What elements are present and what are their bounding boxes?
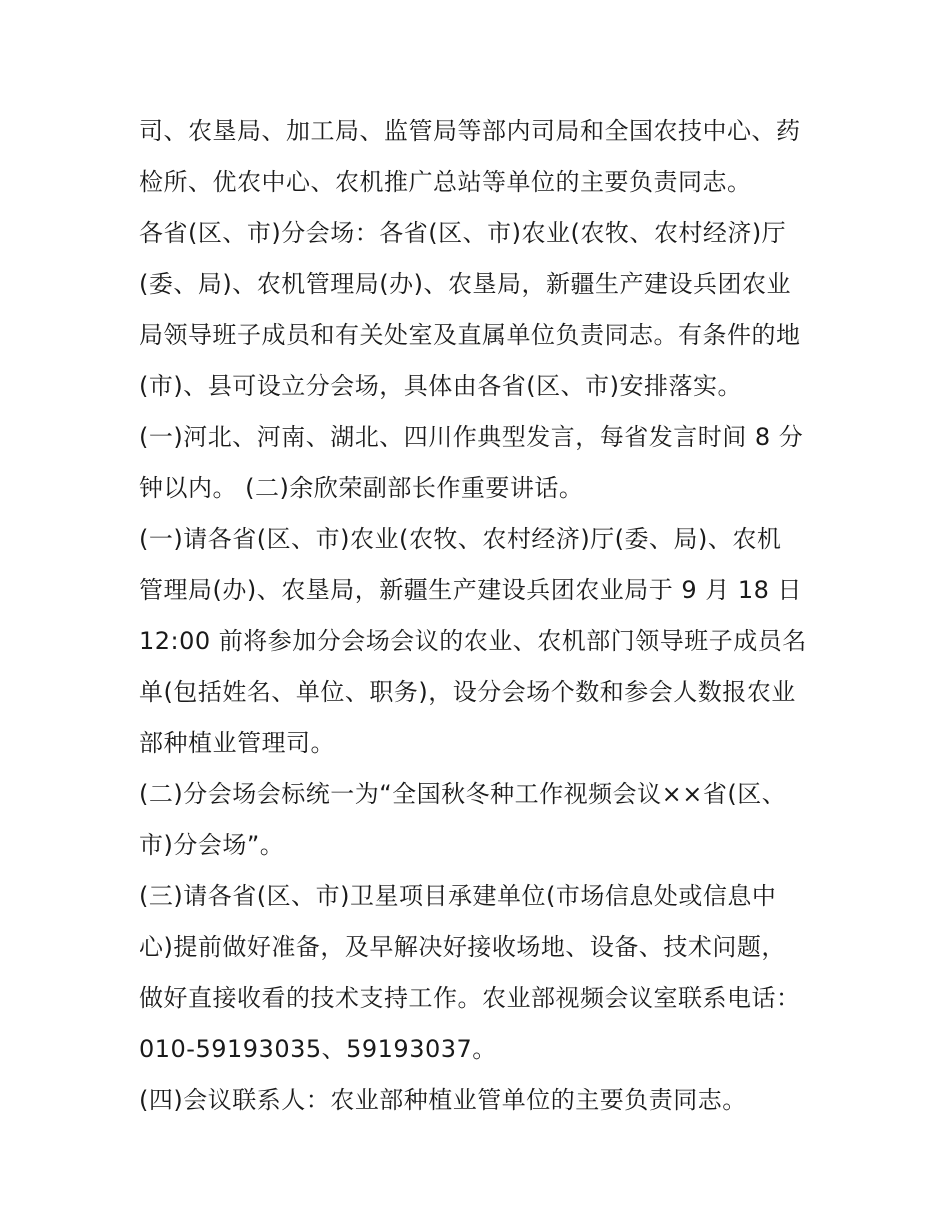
text-line: 单(包括姓名、单位、职务)，设分会场个数和参会人数报农业 bbox=[139, 678, 796, 706]
text-line: (二)分会场会标统一为“全国秋冬种工作视频会议××省(区、 bbox=[139, 780, 787, 808]
text-line: (四)会议联系人：农业部种植业管单位的主要负责同志。 bbox=[139, 1086, 747, 1114]
text-line: 做好直接收看的技术支持工作。农业部视频会议室联系电话： bbox=[139, 984, 801, 1012]
text-line: 管理局(办)、农垦局，新疆生产建设兵团农业局于 9 月 18 日 bbox=[139, 576, 803, 604]
text-line: (市)、县可设立分会场，具体由各省(区、市)安排落实。 bbox=[139, 372, 742, 400]
text-line: 各省(区、市)分会场：各省(区、市)农业(农牧、农村经济)厅 bbox=[139, 219, 787, 247]
text-line: 司、农垦局、加工局、监管局等部内司局和全国农技中心、药 bbox=[139, 117, 801, 145]
text-line: (三)请各省(区、市)卫星项目承建单位(市场信息处或信息中 bbox=[139, 882, 777, 910]
text-line: (一)河北、河南、湖北、四川作典型发言，每省发言时间 8 分 bbox=[139, 423, 804, 451]
text-line: 12:00 前将参加分会场会议的农业、农机部门领导班子成员名 bbox=[139, 627, 807, 655]
text-line: 局领导班子成员和有关处室及直属单位负责同志。有条件的地 bbox=[139, 321, 801, 349]
document-body bbox=[139, 106, 829, 1126]
text-line: (委、局)、农机管理局(办)、农垦局，新疆生产建设兵团农业 bbox=[139, 270, 791, 298]
text-line: (一)请各省(区、市)农业(农牧、农村经济)厅(委、局)、农机 bbox=[139, 525, 782, 553]
text-line: 市)分会场”。 bbox=[139, 831, 285, 859]
text-line: 检所、优农中心、农机推广总站等单位的主要负责同志。 bbox=[139, 168, 752, 196]
text-line: 部种植业管理司。 bbox=[139, 729, 335, 757]
text-line: 心)提前做好准备，及早解决好接收场地、设备、技术问题， bbox=[139, 933, 786, 961]
text-line: 010-59193035、59193037。 bbox=[139, 1035, 497, 1063]
text-line: 钟以内。 (二)余欣荣副部长作重要讲话。 bbox=[139, 474, 584, 502]
